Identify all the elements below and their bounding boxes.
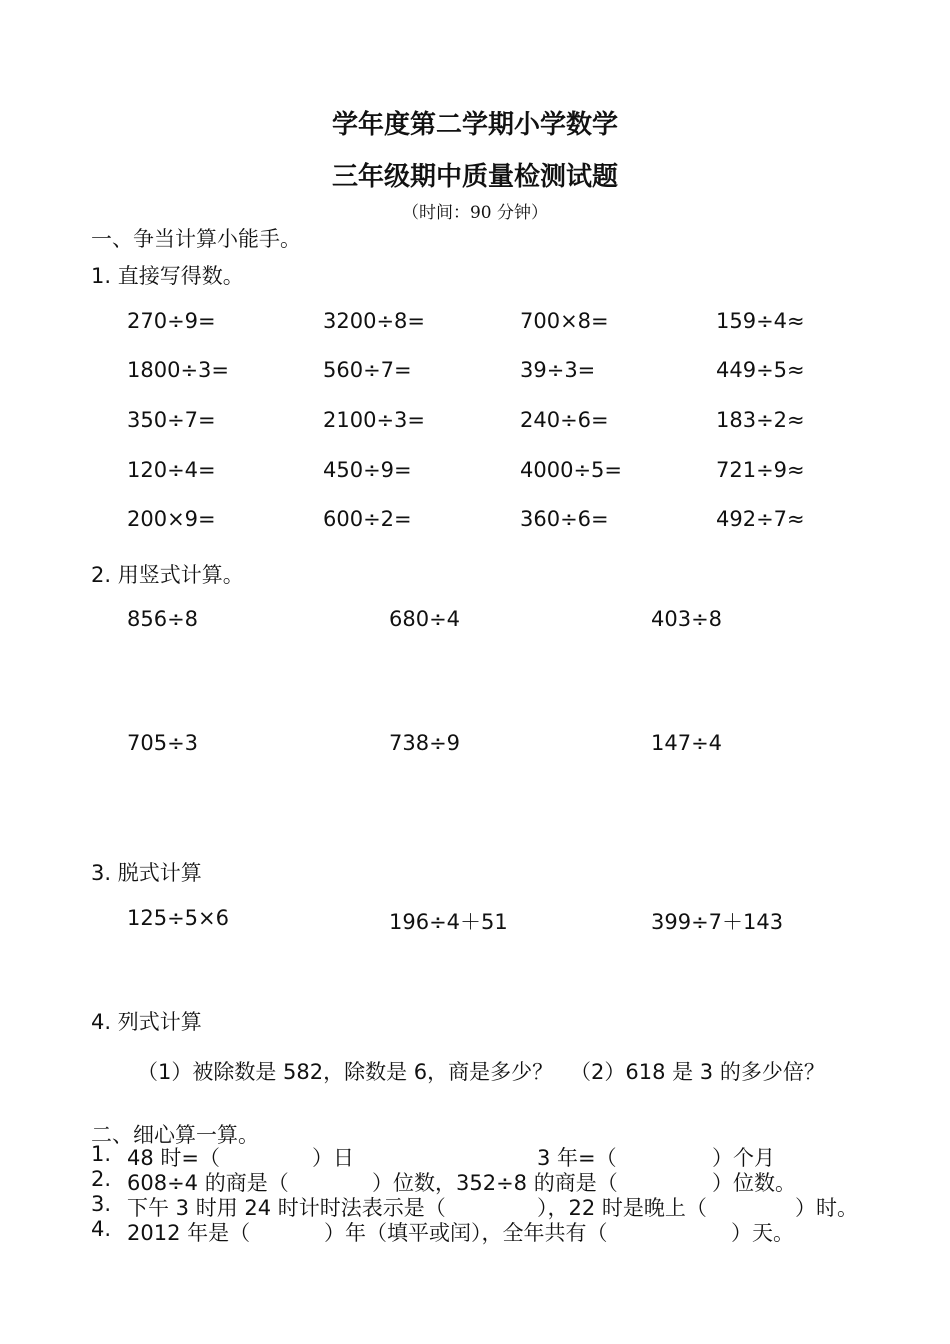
q1-item: 270÷9= [127, 309, 216, 333]
fill-text: 48 时=（ [127, 1146, 220, 1170]
fill-text: 608÷4 的商是（ [127, 1171, 289, 1195]
title-line-1: 学年度第二学期小学数学 [331, 110, 618, 140]
fill-line-number: 4. [91, 1217, 112, 1241]
fill-text: ）日 [312, 1146, 354, 1170]
q1-item: 3200÷8= [323, 309, 425, 333]
q1-item: 700×8= [520, 309, 609, 333]
fill-text: 2012 年是（ [127, 1221, 251, 1245]
q2-heading: 2. 用竖式计算。 [91, 563, 244, 587]
fill-text: ）年（填平或闰），全年共有（ [324, 1221, 608, 1245]
q2-item: 738÷9 [389, 731, 461, 755]
q1-item: 560÷7= [323, 358, 412, 382]
fill-text: ）位数，352÷8 的商是（ [372, 1171, 618, 1195]
q1-item: 120÷4= [127, 458, 216, 482]
q4-item: （2）618 是 3 的多少倍？ [570, 1060, 825, 1084]
q1-item: 449÷5≈ [716, 358, 805, 382]
q1-item: 2100÷3= [323, 408, 425, 432]
q1-item: 450÷9= [323, 458, 412, 482]
fill-text: ）时。 [795, 1196, 858, 1220]
fill-text: ），22 时是晚上（ [537, 1196, 707, 1220]
fill-text: ）位数。 [712, 1171, 796, 1195]
fill-text: 下午 3 时用 24 时计时法表示是（ [127, 1196, 446, 1220]
q1-item: 39÷3= [520, 358, 596, 382]
fill-line-number: 3. [91, 1192, 112, 1216]
q1-item: 200×9= [127, 507, 216, 531]
q1-item: 350÷7= [127, 408, 216, 432]
q1-item: 240÷6= [520, 408, 609, 432]
section-1-heading: 一、争当计算小能手。 [91, 227, 301, 251]
q1-item: 721÷9≈ [716, 458, 805, 482]
section-2-heading: 二、细心算一算。 [91, 1123, 259, 1147]
q2-item: 680÷4 [389, 607, 461, 631]
q4-item: （1）被除数是 582，除数是 6，商是多少？ [137, 1060, 554, 1084]
fill-line-number: 2. [91, 1167, 112, 1191]
fill-text: ）天。 [731, 1221, 794, 1245]
q1-item: 4000÷5= [520, 458, 622, 482]
fill-text: ）个月 [712, 1146, 775, 1170]
q3-item: 125÷5×6 [127, 906, 229, 930]
q1-item: 159÷4≈ [716, 309, 805, 333]
q1-item: 1800÷3= [127, 358, 229, 382]
q2-item: 403÷8 [651, 607, 723, 631]
q2-item: 856÷8 [127, 607, 199, 631]
q1-item: 360÷6= [520, 507, 609, 531]
q1-item: 600÷2= [323, 507, 412, 531]
q1-item: 492÷7≈ [716, 507, 805, 531]
q1-item: 183÷2≈ [716, 408, 805, 432]
q1-heading: 1. 直接写得数。 [91, 264, 244, 288]
title-line-2: 三年级期中质量检测试题 [331, 162, 618, 192]
q2-item: 147÷4 [651, 731, 723, 755]
q3-item: 196÷4＋51 [389, 910, 508, 934]
q3-heading: 3. 脱式计算 [91, 861, 202, 885]
exam-time: （时间：90 分钟） [401, 203, 549, 223]
q2-item: 705÷3 [127, 731, 199, 755]
q4-heading: 4. 列式计算 [91, 1010, 202, 1034]
fill-line-number: 1. [91, 1142, 112, 1166]
fill-text: 3 年=（ [537, 1146, 617, 1170]
q3-item: 399÷7＋143 [651, 910, 784, 934]
